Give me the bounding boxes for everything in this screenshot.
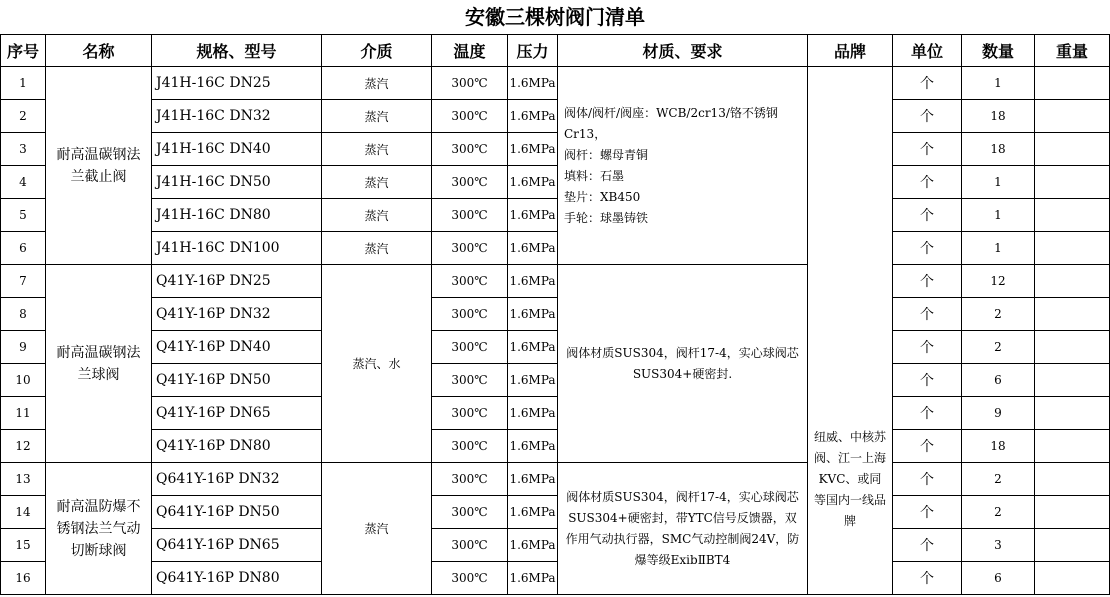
row-2-temp[interactable]: [432, 100, 508, 133]
header-seq[interactable]: [0, 34, 46, 67]
header-qty[interactable]: [962, 34, 1035, 67]
row-4-pressure-text: 1.6MPa: [509, 175, 556, 189]
row-13-pressure-text: 1.6MPa: [509, 472, 556, 486]
row-13-temp-text: 300℃: [451, 472, 488, 486]
row-14-seq[interactable]: [0, 496, 46, 529]
row-12-spec[interactable]: [152, 430, 322, 463]
row-2-seq[interactable]: [0, 100, 46, 133]
group-name-2-text: 耐高温碳钢法兰球阀: [56, 344, 141, 383]
row-8-qty[interactable]: [962, 298, 1035, 331]
row-2-qty[interactable]: [962, 100, 1035, 133]
row-15-pressure-text: 1.6MPa: [509, 538, 556, 552]
row-7-temp-text: 300℃: [451, 274, 488, 288]
row-13-spec-text: Q641Y-16P DN32: [156, 471, 280, 487]
row-14-temp[interactable]: [432, 496, 508, 529]
row-9-qty-text: 2: [994, 340, 1002, 354]
row-9-temp-text: 300℃: [451, 340, 488, 354]
header-name-text: 名称: [82, 42, 115, 61]
header-medium[interactable]: [322, 34, 432, 67]
row-14-unit[interactable]: [893, 496, 962, 529]
row-6-spec-text: J41H-16C DN100: [156, 240, 280, 256]
row-14-qty[interactable]: [962, 496, 1035, 529]
row-3-unit-text: 个: [920, 142, 934, 158]
brand-cell-text: 纽威、中核苏阀、江一上海KVC、或同等国内一线品牌: [814, 430, 887, 528]
row-3-seq-text: 3: [19, 142, 27, 156]
row-10-pressure-text: 1.6MPa: [509, 373, 556, 387]
row-16-unit[interactable]: [893, 562, 962, 595]
row-9-unit[interactable]: [893, 331, 962, 364]
row-2-seq-text: 2: [19, 109, 27, 123]
row-4-seq[interactable]: [0, 166, 46, 199]
row-12-pressure[interactable]: [508, 430, 558, 463]
row-8-unit-text: 个: [920, 307, 934, 323]
row-14-spec-text: Q641Y-16P DN50: [156, 504, 280, 520]
row-12-pressure-text: 1.6MPa: [509, 439, 556, 453]
group-medium-2[interactable]: [322, 265, 432, 463]
group-material-2[interactable]: [558, 265, 808, 463]
row-3-spec[interactable]: [152, 133, 322, 166]
header-brand[interactable]: [808, 34, 893, 67]
row-11-pressure-text: 1.6MPa: [509, 406, 556, 420]
row-8-spec-text: Q41Y-16P DN32: [156, 306, 271, 322]
row-6-pressure[interactable]: [508, 232, 558, 265]
row-14-spec[interactable]: [152, 496, 322, 529]
row-10-spec[interactable]: [152, 364, 322, 397]
header-weight[interactable]: [1035, 34, 1110, 67]
row-16-pressure-text: 1.6MPa: [509, 571, 556, 585]
row-9-seq[interactable]: [0, 331, 46, 364]
row-15-qty-text: 3: [994, 538, 1002, 552]
row-16-qty[interactable]: [962, 562, 1035, 595]
header-brand-text: 品牌: [833, 42, 866, 61]
row-6-seq-text: 6: [19, 241, 27, 255]
row-11-unit-text: 个: [920, 406, 934, 422]
header-pressure[interactable]: [508, 34, 558, 67]
row-12-unit-text: 个: [920, 439, 934, 455]
row-12-weight[interactable]: [1035, 430, 1110, 463]
row-9-unit-text: 个: [920, 340, 934, 356]
row-4-qty[interactable]: [962, 166, 1035, 199]
row-4-medium[interactable]: [322, 166, 432, 199]
row-13-qty-text: 2: [994, 472, 1002, 486]
row-7-pressure[interactable]: [508, 265, 558, 298]
row-7-seq-text: 7: [19, 274, 27, 288]
row-5-temp[interactable]: [432, 199, 508, 232]
row-1-medium-text: 蒸汽: [364, 76, 389, 91]
row-8-qty-text: 2: [994, 307, 1002, 321]
row-8-seq[interactable]: [0, 298, 46, 331]
row-3-temp[interactable]: [432, 133, 508, 166]
row-5-pressure[interactable]: [508, 199, 558, 232]
row-2-qty-text: 18: [990, 109, 1006, 123]
header-weight-text: 重量: [1055, 42, 1088, 61]
row-14-seq-text: 14: [15, 505, 31, 519]
row-12-qty-text: 18: [990, 439, 1006, 453]
row-13-weight[interactable]: [1035, 463, 1110, 496]
row-15-unit[interactable]: [893, 529, 962, 562]
row-11-spec[interactable]: [152, 397, 322, 430]
row-2-unit-text: 个: [920, 109, 934, 125]
row-2-spec-text: J41H-16C DN32: [156, 108, 271, 124]
row-14-pressure[interactable]: [508, 496, 558, 529]
sheet-title: 安徽三棵树阀门清单: [465, 5, 645, 29]
row-4-medium-text: 蒸汽: [364, 175, 389, 190]
row-11-qty[interactable]: [962, 397, 1035, 430]
row-16-spec-text: Q641Y-16P DN80: [156, 570, 280, 586]
row-14-weight[interactable]: [1035, 496, 1110, 529]
row-8-weight[interactable]: [1035, 298, 1110, 331]
row-1-medium[interactable]: [322, 67, 432, 100]
row-10-spec-text: Q41Y-16P DN50: [156, 372, 271, 388]
row-3-spec-text: J41H-16C DN40: [156, 141, 271, 157]
row-9-seq-text: 9: [19, 340, 27, 354]
row-1-spec[interactable]: [152, 67, 322, 100]
brand-cell[interactable]: [808, 67, 893, 595]
row-5-spec[interactable]: [152, 199, 322, 232]
row-4-weight[interactable]: [1035, 166, 1110, 199]
row-15-temp-text: 300℃: [451, 538, 488, 552]
row-5-unit[interactable]: [893, 199, 962, 232]
row-12-temp[interactable]: [432, 430, 508, 463]
row-8-spec[interactable]: [152, 298, 322, 331]
row-15-spec[interactable]: [152, 529, 322, 562]
group-medium-3-text: 蒸汽: [364, 522, 389, 536]
row-13-spec[interactable]: [152, 463, 322, 496]
row-11-pressure[interactable]: [508, 397, 558, 430]
header-qty-text: 数量: [981, 42, 1014, 61]
row-2-unit[interactable]: [893, 100, 962, 133]
row-2-spec[interactable]: [152, 100, 322, 133]
row-12-seq-text: 12: [15, 439, 31, 453]
header-material[interactable]: [558, 34, 808, 67]
row-1-seq-text: 1: [19, 76, 27, 90]
row-8-pressure-text: 1.6MPa: [509, 307, 556, 321]
header-temp-text: 温度: [453, 42, 486, 61]
header-seq-text: 序号: [6, 42, 39, 61]
row-13-unit[interactable]: [893, 463, 962, 496]
row-3-temp-text: 300℃: [451, 142, 488, 156]
row-4-unit-text: 个: [920, 175, 934, 191]
header-medium-text: 介质: [360, 42, 393, 61]
row-11-spec-text: Q41Y-16P DN65: [156, 405, 271, 421]
row-11-seq[interactable]: [0, 397, 46, 430]
group-name-3[interactable]: [46, 463, 152, 595]
row-1-temp-text: 300℃: [451, 76, 488, 90]
row-16-unit-text: 个: [920, 571, 934, 587]
row-9-temp[interactable]: [432, 331, 508, 364]
row-8-seq-text: 8: [19, 307, 27, 321]
row-7-spec-text: Q41Y-16P DN25: [156, 273, 271, 289]
row-3-seq[interactable]: [0, 133, 46, 166]
row-7-seq[interactable]: [0, 265, 46, 298]
row-6-weight[interactable]: [1035, 232, 1110, 265]
group-medium-2-text: 蒸汽、水: [352, 357, 401, 371]
group-material-3-text: 阀体材质SUS304，阀杆17-4，实心球阀芯SUS304+硬密封，带YTC信号反馈器，双作用气动执行器，SMC气动控制阀24V，防爆等级ExibⅡBT4: [565, 489, 800, 567]
row-1-pressure-text: 1.6MPa: [509, 76, 556, 90]
row-13-unit-text: 个: [920, 472, 934, 488]
row-6-unit-text: 个: [920, 241, 934, 257]
row-15-seq-text: 15: [15, 538, 31, 552]
row-16-temp-text: 300℃: [451, 571, 488, 585]
row-7-spec[interactable]: [152, 265, 322, 298]
row-15-spec-text: Q641Y-16P DN65: [156, 537, 280, 553]
row-7-unit-text: 个: [920, 274, 934, 290]
row-12-seq[interactable]: [0, 430, 46, 463]
row-4-spec-text: J41H-16C DN50: [156, 174, 271, 190]
row-6-qty[interactable]: [962, 232, 1035, 265]
row-3-weight[interactable]: [1035, 133, 1110, 166]
header-spec-text: 规格、型号: [196, 42, 277, 61]
row-8-temp[interactable]: [432, 298, 508, 331]
row-15-seq[interactable]: [0, 529, 46, 562]
row-11-temp-text: 300℃: [451, 406, 488, 420]
row-1-qty-text: 1: [994, 76, 1002, 90]
row-10-seq[interactable]: [0, 364, 46, 397]
row-4-temp[interactable]: [432, 166, 508, 199]
row-4-seq-text: 4: [19, 175, 27, 189]
group-name-1[interactable]: [46, 67, 152, 265]
row-15-unit-text: 个: [920, 538, 934, 554]
row-9-weight[interactable]: [1035, 331, 1110, 364]
row-13-seq-text: 13: [15, 472, 31, 486]
row-15-qty[interactable]: [962, 529, 1035, 562]
row-9-spec[interactable]: [152, 331, 322, 364]
row-4-pressure[interactable]: [508, 166, 558, 199]
row-9-qty[interactable]: [962, 331, 1035, 364]
row-5-seq-text: 5: [19, 208, 27, 222]
row-1-unit[interactable]: [893, 67, 962, 100]
row-2-weight[interactable]: [1035, 100, 1110, 133]
row-15-temp[interactable]: [432, 529, 508, 562]
row-1-seq[interactable]: [0, 67, 46, 100]
row-13-seq[interactable]: [0, 463, 46, 496]
row-7-qty[interactable]: [962, 265, 1035, 298]
header-temp[interactable]: [432, 34, 508, 67]
row-11-temp[interactable]: [432, 397, 508, 430]
row-16-seq[interactable]: [0, 562, 46, 595]
header-unit[interactable]: [893, 34, 962, 67]
header-pressure-text: 压力: [516, 42, 549, 61]
row-3-medium[interactable]: [322, 133, 432, 166]
row-7-temp[interactable]: [432, 265, 508, 298]
group-material-1-text: 阀体/阀杆/阀座：WCB/2cr13/铬不锈钢Cr13， 阀杆：螺母青铜 填料：石墨 垫片：XB450 手轮：球墨铸铁: [564, 105, 778, 225]
row-4-spec[interactable]: [152, 166, 322, 199]
row-8-pressure[interactable]: [508, 298, 558, 331]
row-1-weight[interactable]: [1035, 67, 1110, 100]
row-3-qty-text: 18: [990, 142, 1006, 156]
row-10-temp-text: 300℃: [451, 373, 488, 387]
row-6-pressure-text: 1.6MPa: [509, 241, 556, 255]
row-13-temp[interactable]: [432, 463, 508, 496]
row-14-unit-text: 个: [920, 505, 934, 521]
row-9-spec-text: Q41Y-16P DN40: [156, 339, 271, 355]
row-6-seq[interactable]: [0, 232, 46, 265]
header-name[interactable]: [46, 34, 152, 67]
row-6-medium[interactable]: [322, 232, 432, 265]
row-3-unit[interactable]: [893, 133, 962, 166]
row-6-temp-text: 300℃: [451, 241, 488, 255]
row-10-qty-text: 6: [994, 373, 1002, 387]
row-7-qty-text: 12: [990, 274, 1006, 288]
row-10-unit[interactable]: [893, 364, 962, 397]
row-16-pressure[interactable]: [508, 562, 558, 595]
row-16-spec[interactable]: [152, 562, 322, 595]
row-9-pressure[interactable]: [508, 331, 558, 364]
row-14-pressure-text: 1.6MPa: [509, 505, 556, 519]
row-16-qty-text: 6: [994, 571, 1002, 585]
row-5-temp-text: 300℃: [451, 208, 488, 222]
row-8-temp-text: 300℃: [451, 307, 488, 321]
row-5-qty[interactable]: [962, 199, 1035, 232]
row-11-unit[interactable]: [893, 397, 962, 430]
row-5-seq[interactable]: [0, 199, 46, 232]
row-11-qty-text: 9: [994, 406, 1002, 420]
row-5-spec-text: J41H-16C DN80: [156, 207, 271, 223]
header-unit-text: 单位: [910, 42, 943, 61]
row-15-weight[interactable]: [1035, 529, 1110, 562]
row-11-seq-text: 11: [15, 406, 31, 420]
row-5-medium[interactable]: [322, 199, 432, 232]
row-12-qty[interactable]: [962, 430, 1035, 463]
row-4-temp-text: 300℃: [451, 175, 488, 189]
row-11-weight[interactable]: [1035, 397, 1110, 430]
row-2-pressure[interactable]: [508, 100, 558, 133]
row-5-pressure-text: 1.6MPa: [509, 208, 556, 222]
row-1-qty[interactable]: [962, 67, 1035, 100]
row-10-weight[interactable]: [1035, 364, 1110, 397]
row-6-unit[interactable]: [893, 232, 962, 265]
row-5-weight[interactable]: [1035, 199, 1110, 232]
row-5-medium-text: 蒸汽: [364, 208, 389, 223]
row-1-pressure[interactable]: [508, 67, 558, 100]
row-6-medium-text: 蒸汽: [364, 241, 389, 256]
row-14-temp-text: 300℃: [451, 505, 488, 519]
row-7-unit[interactable]: [893, 265, 962, 298]
group-material-1[interactable]: [558, 67, 808, 265]
row-3-pressure[interactable]: [508, 133, 558, 166]
row-10-unit-text: 个: [920, 373, 934, 389]
row-10-qty[interactable]: [962, 364, 1035, 397]
row-2-temp-text: 300℃: [451, 109, 488, 123]
header-material-text: 材质、要求: [642, 42, 723, 61]
row-2-medium-text: 蒸汽: [364, 109, 389, 124]
row-12-temp-text: 300℃: [451, 439, 488, 453]
row-2-pressure-text: 1.6MPa: [509, 109, 556, 123]
row-13-qty[interactable]: [962, 463, 1035, 496]
row-3-pressure-text: 1.6MPa: [509, 142, 556, 156]
row-16-temp[interactable]: [432, 562, 508, 595]
row-9-pressure-text: 1.6MPa: [509, 340, 556, 354]
row-12-spec-text: Q41Y-16P DN80: [156, 438, 271, 454]
row-5-qty-text: 1: [994, 208, 1002, 222]
row-6-temp[interactable]: [432, 232, 508, 265]
row-1-unit-text: 个: [920, 76, 934, 92]
row-14-qty-text: 2: [994, 505, 1002, 519]
row-7-weight[interactable]: [1035, 265, 1110, 298]
row-10-temp[interactable]: [432, 364, 508, 397]
group-name-3-text: 耐高温防爆不锈钢法兰气动切断球阀: [56, 498, 141, 559]
row-1-spec-text: J41H-16C DN25: [156, 75, 271, 91]
group-material-2-text: 阀体材质SUS304，阀杆17-4，实心球阀芯SUS304+硬密封.: [566, 345, 799, 381]
group-name-2[interactable]: [46, 265, 152, 463]
row-4-qty-text: 1: [994, 175, 1002, 189]
row-10-seq-text: 10: [15, 373, 31, 387]
row-13-pressure[interactable]: [508, 463, 558, 496]
row-10-pressure[interactable]: [508, 364, 558, 397]
row-3-medium-text: 蒸汽: [364, 142, 389, 157]
row-1-temp[interactable]: [432, 67, 508, 100]
row-6-spec[interactable]: [152, 232, 322, 265]
row-2-medium[interactable]: [322, 100, 432, 133]
group-material-3[interactable]: [558, 463, 808, 595]
row-6-qty-text: 1: [994, 241, 1002, 255]
row-16-seq-text: 16: [15, 571, 31, 585]
header-spec[interactable]: [152, 34, 322, 67]
row-8-unit[interactable]: [893, 298, 962, 331]
row-4-unit[interactable]: [893, 166, 962, 199]
row-12-unit[interactable]: [893, 430, 962, 463]
row-3-qty[interactable]: [962, 133, 1035, 166]
row-7-pressure-text: 1.6MPa: [509, 274, 556, 288]
row-16-weight[interactable]: [1035, 562, 1110, 595]
group-name-1-text: 耐高温碳钢法兰截止阀: [56, 146, 141, 185]
row-15-pressure[interactable]: [508, 529, 558, 562]
row-5-unit-text: 个: [920, 208, 934, 224]
group-medium-3[interactable]: [322, 463, 432, 595]
